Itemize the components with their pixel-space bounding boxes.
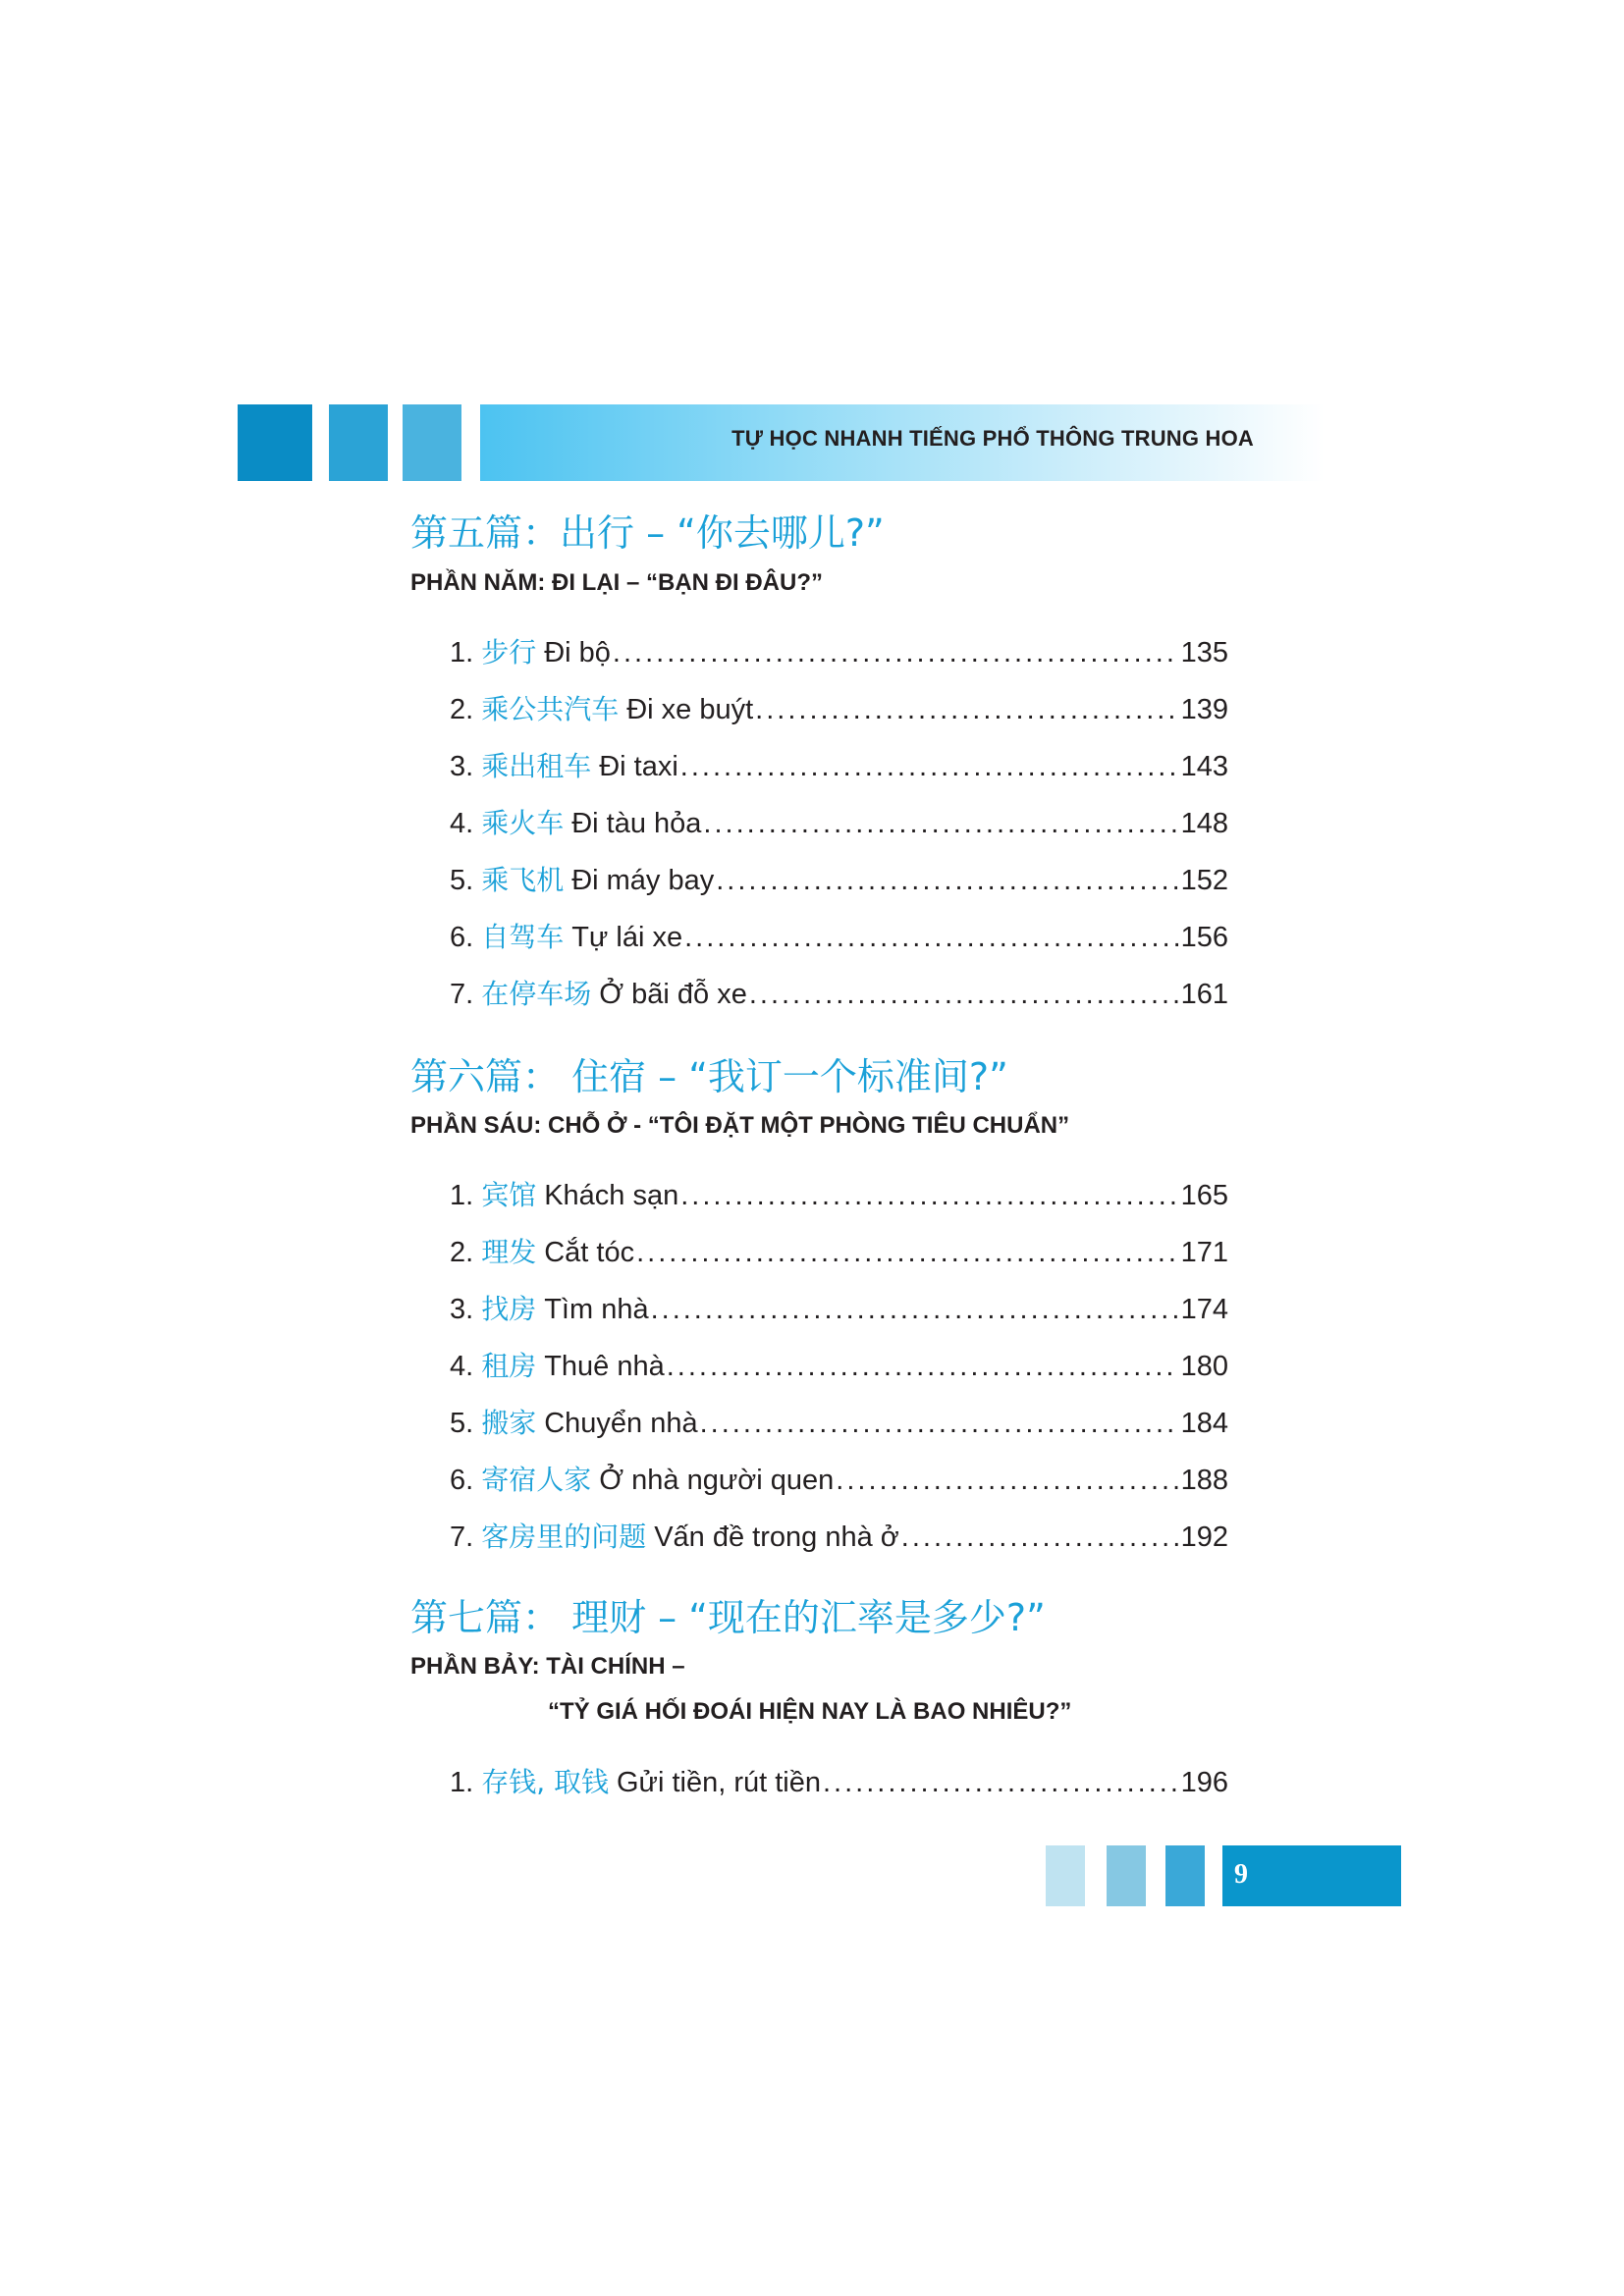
toc-chinese: 租房: [481, 1350, 537, 1382]
toc-leader-dots: [684, 922, 1179, 954]
toc-vietnamese: Chuyển nhà: [544, 1408, 698, 1439]
header-bar: [480, 404, 1325, 481]
toc-entry[interactable]: [450, 916, 1228, 955]
toc-entry[interactable]: [450, 1459, 1228, 1498]
toc-number: 5.: [450, 865, 474, 896]
toc-chinese: 乘火车: [481, 807, 565, 839]
toc-entry[interactable]: [450, 859, 1228, 898]
header-title: TỰ HỌC NHANH TIẾNG PHỔ THÔNG TRUNG HOA: [731, 426, 1254, 451]
toc-entry[interactable]: [450, 1288, 1228, 1327]
toc-leader-dots: [636, 1237, 1179, 1269]
toc-chinese: 找房: [481, 1293, 537, 1325]
toc-vietnamese: Đi taxi: [599, 751, 678, 782]
toc-number: 2.: [450, 1237, 474, 1268]
toc-leader-dots: [680, 1180, 1178, 1212]
toc-number: 4.: [450, 1351, 474, 1382]
footer-bar: [1222, 1845, 1401, 1906]
toc-vietnamese: Khách sạn: [544, 1180, 679, 1211]
toc-vietnamese: Vấn đề trong nhà ở: [654, 1522, 899, 1553]
toc-number: 2.: [450, 694, 474, 725]
toc-vietnamese: Gửi tiền, rút tiền: [617, 1767, 821, 1798]
toc-page: 148: [1180, 808, 1228, 839]
toc-page: 156: [1180, 922, 1228, 953]
toc-chinese: 乘公共汽车: [481, 693, 620, 725]
toc-vietnamese: Thuê nhà: [544, 1351, 665, 1382]
toc-number: 1.: [450, 1180, 474, 1211]
toc-chinese: 寄宿人家: [481, 1464, 592, 1496]
toc-page: 180: [1180, 1351, 1228, 1382]
toc-number: 3.: [450, 1294, 474, 1325]
toc-leader-dots: [680, 751, 1179, 783]
toc-page: 135: [1180, 637, 1228, 668]
toc-leader-dots: [755, 694, 1178, 726]
toc-page: 184: [1180, 1408, 1228, 1439]
toc-vietnamese: Tìm nhà: [544, 1294, 649, 1325]
toc-number: 1.: [450, 1767, 474, 1798]
toc-entry[interactable]: [450, 1761, 1228, 1800]
toc-leader-dots: [749, 979, 1179, 1011]
toc-number: 5.: [450, 1408, 474, 1439]
toc-leader-dots: [667, 1351, 1179, 1383]
toc-leader-dots: [613, 637, 1179, 669]
toc-number: 6.: [450, 1465, 474, 1496]
toc-number: 7.: [450, 1522, 474, 1553]
toc-leader-dots: [716, 865, 1178, 897]
toc-vietnamese: Đi máy bay: [571, 865, 715, 896]
toc-page: 152: [1180, 865, 1228, 896]
toc-chinese: 乘出租车: [481, 750, 592, 782]
toc-number: 4.: [450, 808, 474, 839]
toc-page: 188: [1180, 1465, 1228, 1496]
toc-number: 1.: [450, 637, 474, 668]
toc-page: 139: [1180, 694, 1228, 725]
toc-number: 6.: [450, 922, 474, 953]
toc-entry[interactable]: [450, 688, 1228, 727]
footer-square-2: [1107, 1845, 1146, 1906]
toc-number: 7.: [450, 979, 474, 1010]
toc-leader-dots: [700, 1408, 1179, 1440]
toc-entry[interactable]: [450, 1516, 1228, 1555]
toc-page: 192: [1180, 1522, 1228, 1553]
toc-entry[interactable]: [450, 1231, 1228, 1270]
footer-square-1: [1046, 1845, 1085, 1906]
toc-chinese: 存钱, 取钱: [481, 1766, 609, 1798]
footer-square-3: [1165, 1845, 1205, 1906]
toc-vietnamese: Cắt tóc: [544, 1237, 635, 1268]
toc-leader-dots: [901, 1522, 1179, 1554]
toc-entry[interactable]: [450, 1402, 1228, 1441]
toc-entry[interactable]: [450, 631, 1228, 670]
toc-chinese: 宾馆: [481, 1179, 537, 1211]
toc-vietnamese: Ở nhà người quen: [599, 1465, 835, 1496]
header-square-1: [238, 404, 312, 481]
page-number: 9: [1234, 1859, 1248, 1890]
toc-entry[interactable]: [450, 1345, 1228, 1384]
header-square-3: [403, 404, 461, 481]
toc-entry[interactable]: [450, 745, 1228, 784]
toc-page: 161: [1180, 979, 1228, 1010]
toc-entry[interactable]: [450, 1174, 1228, 1213]
section-title: 第七篇： 理财 – “现在的汇率是多少?”: [410, 1596, 1046, 1639]
toc-chinese: 自驾车: [481, 921, 565, 953]
section-subtitle: PHẦN NĂM: ĐI LẠI – “BẠN ĐI ĐÂU?”: [410, 569, 823, 596]
toc-page: 196: [1180, 1767, 1228, 1798]
section-subtitle: PHẦN BẢY: TÀI CHÍNH –: [410, 1653, 685, 1680]
toc-chinese: 理发: [481, 1236, 537, 1268]
section-title: 第六篇： 住宿 – “我订一个标准间?”: [410, 1055, 1008, 1098]
toc-vietnamese: Đi bộ: [544, 637, 611, 668]
toc-page: 143: [1180, 751, 1228, 782]
section-subtitle-continued: “TỶ GIÁ HỐI ĐOÁI HIỆN NAY LÀ BAO NHIÊU?”: [548, 1698, 1072, 1725]
toc-page: 165: [1180, 1180, 1228, 1211]
toc-page: 171: [1180, 1237, 1228, 1268]
toc-chinese: 客房里的问题: [481, 1521, 647, 1553]
toc-chinese: 搬家: [481, 1407, 537, 1439]
header-square-2: [329, 404, 388, 481]
toc-leader-dots: [836, 1465, 1178, 1497]
section-title: 第五篇：出行 – “你去哪儿?”: [410, 511, 885, 555]
toc-leader-dots: [823, 1767, 1179, 1799]
toc-vietnamese: Đi tàu hỏa: [571, 808, 702, 839]
toc-chinese: 步行: [481, 636, 537, 668]
section-subtitle: PHẦN SÁU: CHỖ Ở - “TÔI ĐẶT MỘT PHÒNG TIÊU CHUẨN”: [410, 1112, 1070, 1139]
toc-number: 3.: [450, 751, 474, 782]
toc-chinese: 在停车场: [481, 978, 592, 1010]
toc-entry[interactable]: [450, 802, 1228, 841]
toc-page: 174: [1180, 1294, 1228, 1325]
toc-vietnamese: Đi xe buýt: [626, 694, 754, 725]
toc-vietnamese: Ở bãi đỗ xe: [599, 979, 747, 1010]
toc-leader-dots: [651, 1294, 1179, 1326]
toc-vietnamese: Tự lái xe: [571, 922, 683, 953]
toc-chinese: 乘飞机: [481, 864, 565, 896]
toc-entry[interactable]: [450, 973, 1228, 1012]
toc-leader-dots: [703, 808, 1178, 840]
